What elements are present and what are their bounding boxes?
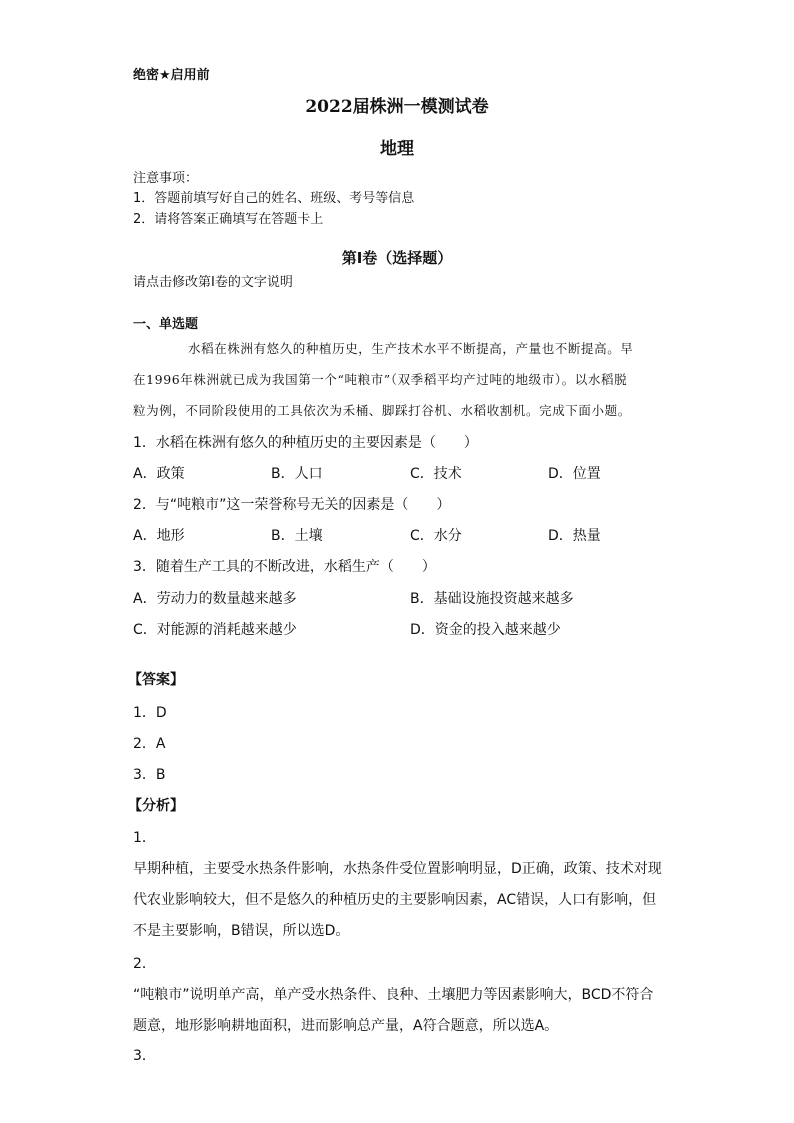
option-a[interactable]: A．政策: [133, 466, 185, 482]
option-c[interactable]: C．水分: [410, 528, 462, 544]
notes-item: 2．请将答案正确填写在答题卡上: [133, 212, 324, 227]
option-b[interactable]: B．土壤: [271, 528, 323, 544]
part-heading: 一、单选题: [133, 317, 199, 332]
notes-item: 1．答题前填写好自己的姓名、班级、考号等信息: [133, 191, 415, 206]
option-c[interactable]: C．技术: [410, 466, 462, 482]
exam-title: 2022届株洲一模测试卷: [305, 97, 489, 117]
analysis-line: 题意，地形影响耕地面积，进而影响总产量，A符合题意，所以选A。: [133, 1018, 559, 1034]
option-d[interactable]: D．资金的投入越来越少: [410, 622, 561, 638]
analysis-line: 不是主要影响，B错误，所以选D。: [133, 923, 350, 939]
subject-title: 地理: [380, 139, 414, 159]
option-b[interactable]: B．基础设施投资越来越多: [410, 591, 574, 607]
notes-heading: 注意事项：: [133, 171, 199, 186]
option-d[interactable]: D．热量: [548, 528, 601, 544]
secret-label: 绝密★启用前: [133, 68, 210, 83]
option-d[interactable]: D．位置: [548, 466, 601, 482]
analysis-line: 早期种植，主要受水热条件影响，水热条件受位置影响明显，D正确，政策、技术对现: [133, 861, 662, 877]
answer-item: 1．D: [133, 705, 167, 721]
analysis-number: 3．: [133, 1048, 156, 1064]
question-stem: 1．水稻在株洲有悠久的种植历史的主要因素是（ ）: [133, 435, 478, 451]
option-a[interactable]: A．劳动力的数量越来越多: [133, 591, 297, 607]
analysis-heading: 【分析】: [128, 798, 184, 814]
answer-heading: 【答案】: [128, 672, 184, 688]
passage-line: 在1996年株洲就已成为我国第一个“吨粮市”（双季稻平均产过吨的地级市）。以水稻脱: [133, 372, 628, 387]
option-a[interactable]: A．地形: [133, 528, 185, 544]
analysis-number: 1．: [133, 830, 156, 846]
analysis-number: 2．: [133, 956, 156, 972]
passage-line: 水稻在株洲有悠久的种植历史，生产技术水平不断提高，产量也不断提高。早: [188, 341, 634, 356]
analysis-line: “吨粮市”说明单产高，单产受水热条件、良种、土壤肥力等因素影响大，BCD不符合: [133, 987, 654, 1003]
answer-item: 2．A: [133, 736, 166, 752]
question-stem: 3．随着生产工具的不断改进，水稻生产（ ）: [133, 559, 436, 575]
question-stem: 2．与“吨粮市”这一荣誉称号无关的因素是（ ）: [133, 497, 451, 513]
section-title: 第I卷（选择题）: [341, 249, 453, 267]
section-edit-hint[interactable]: 请点击修改第I卷的文字说明: [133, 275, 293, 290]
option-b[interactable]: B．人口: [271, 466, 323, 482]
option-c[interactable]: C．对能源的消耗越来越少: [133, 622, 297, 638]
passage-line: 粒为例，不同阶段使用的工具依次为禾桶、脚踩打谷机、水稻收割机。完成下面小题。: [133, 403, 631, 418]
analysis-line: 代农业影响较大，但不是悠久的种植历史的主要影响因素，AC错误，人口有影响，但: [133, 892, 657, 908]
answer-item: 3．B: [133, 767, 166, 783]
